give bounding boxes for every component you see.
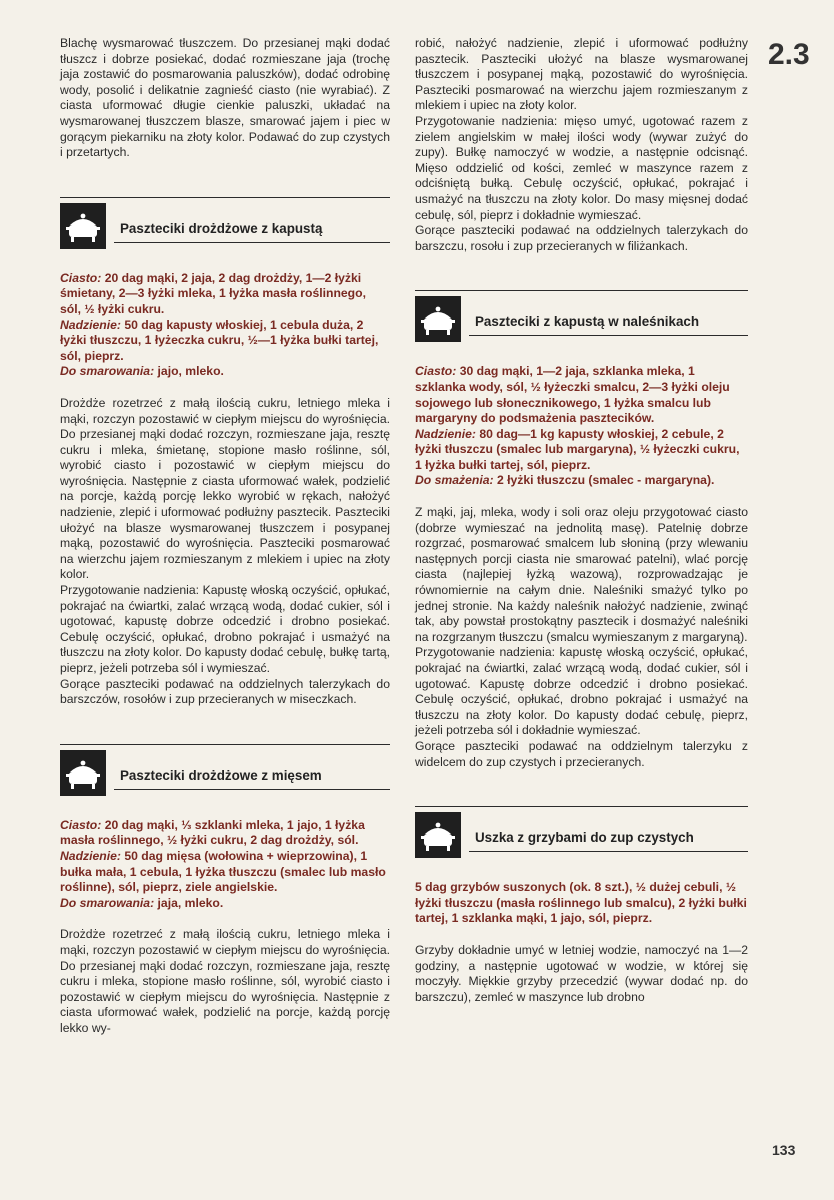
- section-number: 2.3: [768, 38, 810, 71]
- header-rule-bottom: [469, 335, 748, 336]
- ingredient-line: Nadzienie: 50 dag kapusty włoskiej, 1 cebula duża, 2 łyżki tłuszczu, 1 łyżeczka cukru, ½—1 łyżka bułki tartej, sól, pieprz.: [60, 317, 379, 363]
- recipe-paragraph: Z mąki, jaj, mleka, wody i soli oraz oleju przygotować ciasto (dobrze wymieszać na jednolitą masę). Patelnię dobrze rozgrzać, posmarować smalcem lub słoniną (przy wlewaniu następnych porcji ciasta nie smarować patelni), wlać porcję ciasta (najlepiej łyżką wazową), rozprowadzając je równomiernie na całym dnie. Naleśniki smażyć tylko po jednej stronie. Na każdy naleśnik nałożyć nadzienie, zwinąć tak, aby powstał prostokątny pasztecik i dosmażyć naleśniki na rozgrzanym tłuszczu (smalcu wymieszanym z margaryną).: [415, 505, 748, 644]
- ingredient-line: Do smażenia: 2 łyżki tłuszczu (smalec - margaryna).: [415, 473, 715, 488]
- recipe-paragraph: Przygotowanie nadzienia: Kapustę włoską oczyścić, opłukać, pokrajać na ćwiartki, zalać wrzącą wodą, dodać cukier, sól i ugotować, kapustę dobrze odcedzić i drobno posiekać. Cebulę oczyścić, opłukać, drobno pokrajać i usmażyć na tłuszczu na złoty kolor. Do kapusty dodać cebulę, bułkę tartą, pieprz, jeżeli potrzeba sól i wymieszać.: [60, 583, 390, 675]
- header-rule-bottom: [114, 789, 390, 790]
- cooking-pot-icon: [60, 750, 106, 796]
- header-rule-bottom: [114, 242, 390, 243]
- continued-paragraph: Gorące paszteciki podawać na oddzielnych talerzykach do barszczu, rosołu i zup przecieranych w filiżankach.: [415, 223, 748, 253]
- recipe-title: Paszteciki drożdżowe z kapustą: [120, 220, 323, 236]
- ingredient-line: Ciasto: 20 dag mąki, 2 jaja, 2 dag drożdży, 1—2 łyżki śmietany, 2—3 łyżki mleka, 1 łyżka masła roślinnego, sól, ½ łyżki cukru.: [60, 270, 366, 316]
- recipe-paragraph: Drożdże rozetrzeć z małą ilością cukru, letniego mleka i mąki, rozczyn pozostawić w ciepłym miejscu do wyrośnięcia. Do przesianej mąki dodać rozczyn, rozmieszane jaja, resztę cukru i mleka, stopione masło roślinne, sól, wyrobić ciasto i pozostawić w ciepłym miejscu do wyrośnięcia. Następnie z ciasta uformować wałek, podzielić na porcje, każdą porcję lekko wy-: [60, 927, 390, 1035]
- header-rule-top: [415, 806, 748, 807]
- ingredient-line: 5 dag grzybów suszonych (ok. 8 szt.), ½ dużej cebuli, ½ łyżki tłuszczu (masła roślinnego lub smalcu), 2 łyżki bułki tartej, 1 szklanka mąki, 1 jajo, sól, pieprz.: [415, 880, 747, 926]
- right-column: [415, 36, 748, 1005]
- ingredient-line: Do smarowania: jajo, mleko.: [60, 364, 224, 379]
- intro-paragraph: Blachę wysmarować tłuszczem. Do przesianej mąki dodać tłuszcz i dobrze posiekać, dodać rozmieszane jaja (trochę jaja zostawić do posmarowania paluszków), dodać odrobinę wody, posolić i delikatnie zagnieść ciasto (nie wyrabiać). Z ciasta uformować długie cienkie paluszki, układać na wysmarowanej tłuszczem blasze, smarować jajem i piec w gorącym piekarniku na złoty kolor. Podawać do zup czystych i przetartych.: [60, 36, 390, 160]
- header-rule-bottom: [469, 851, 748, 852]
- ingredient-line: Do smarowania: jaja, mleko.: [60, 895, 224, 910]
- ingredient-line: Nadzienie: 50 dag mięsa (wołowina + wieprzowina), 1 bułka mała, 1 cebula, 1 łyżka tłuszczu (smalec lub masło roślinne), sól, pieprz, ziele angielskie.: [60, 848, 386, 895]
- header-rule-top: [415, 290, 748, 291]
- cooking-pot-icon: [60, 203, 106, 249]
- recipe-title: Paszteciki drożdżowe z mięsem: [120, 767, 322, 783]
- recipe-header: [60, 744, 390, 788]
- page-number: 133: [772, 1142, 796, 1158]
- recipe-header: [415, 290, 748, 334]
- ingredient-line: Nadzienie: 80 dag—1 kg kapusty włoskiej, 2 cebule, 2 łyżki tłuszczu (smalec lub margaryna), ½ łyżeczki cukru, 1 łyżka bułki tartej, sól, pieprz.: [415, 426, 740, 472]
- recipe-paragraph: Drożdże rozetrzeć z małą ilością cukru, letniego mleka i mąki, rozczyn pozostawić w ciepłym miejscu do wyrośnięcia. Do przesianej mąki dodać rozczyn, rozmieszane jaja, resztę cukru i mleka, śmietanę, stopione masło roślinne, sól, wyrobić ciasto i pozostawić w ciepłym miejscu do wyrośnięcia. Następnie z ciasta uformować wałek, podzielić na porcje, każdą porcję lekko wyrobić w rękach, nałożyć nadzienie, zlepić i uformować podłużny pasztecik. Paszteciki ułożyć na blasze wysmarowanej tłuszczem i posypanej mąką, pozostawić do wyrośnięcia. Paszteciki posmarować na wierzchu jajem rozmieszanym z mlekiem i upiec na złoty kolor.: [60, 395, 390, 582]
- recipe-header: [415, 806, 748, 850]
- recipe-header: [60, 197, 390, 241]
- continued-paragraph: robić, nałożyć nadzienie, zlepić i uformować podłużny pasztecik. Paszteciki ułożyć na blasze wysmarowanej tłuszczem i posypanej mąką, pozostawić do wyrośnięcia. Paszteciki posmarować na wierzchu jajem rozmieszanym z mlekiem i upiec na złoty kolor.: [415, 36, 748, 113]
- recipe-paragraph: Przygotowanie nadzienia: kapustę włoską oczyścić, opłukać, pokrajać na ćwiartki, zalać wrzącą wodą, dodać cukier, sól i ugotować. Kapustę dobrze odcedzić i drobno posiekać. Cebulę oczyścić, opłukać, drobno pokrajać i usmażyć na tłuszczu na złoty kolor. Do kapusty dodać cebulę, pieprz, jeżeli potrzeba sól i dokładnie wymieszać.: [415, 645, 748, 738]
- recipe-title: Uszka z grzybami do zup czystych: [475, 830, 694, 846]
- recipe-paragraph: Grzyby dokładnie umyć w letniej wodzie, namoczyć na 1—2 godziny, a następnie ugotować w wodzie, w której się moczyły. Miękkie grzyby przecedzić (wywar dodać np. do barszczu), zemleć w maszynce lub drobno: [415, 942, 748, 1004]
- continued-paragraph: Przygotowanie nadzienia: mięso umyć, ugotować razem z zielem angielskim w małej ilości wody (wywar zużyć do zupy). Bułkę namoczyć w wodzie, a następnie odcisnąć. Mięso oddzielić od kości, zemleć w maszynce razem z odciśniętą bułką. Cebulę oczyścić, opłukać, pokrajać i usmażyć na tłuszczu na złoty kolor. Do masy mięsnej dodać cebulę, sól, pieprz i dokładnie wymieszać.: [415, 113, 748, 222]
- recipe-title: Paszteciki z kapustą w naleśnikach: [475, 314, 700, 330]
- cooking-pot-icon: [415, 812, 461, 858]
- header-rule-top: [60, 744, 390, 745]
- cooking-pot-icon: [415, 296, 461, 342]
- ingredient-line: Ciasto: 30 dag mąki, 1—2 jaja, szklanka mleka, 1 szklanka wody, sól, ½ łyżeczki smalcu, 2—3 łyżki oleju sojowego lub słonecznikowego, 1 łyżka smalcu lub margaryny do podsmażenia pasztecików.: [415, 364, 730, 426]
- recipe-paragraph: Gorące paszteciki podawać na oddzielnym talerzyku z widelcem do zup czystych i przecieranych.: [415, 738, 748, 769]
- left-column: [60, 36, 390, 1037]
- header-rule-top: [60, 197, 390, 198]
- recipe-paragraph: Gorące paszteciki podawać na oddzielnych talerzykach do barszczów, rosołów i zup przecieranych w miseczkach.: [60, 676, 390, 707]
- ingredient-line: Ciasto: 20 dag mąki, ⅓ szklanki mleka, 1 jajo, 1 łyżka masła roślinnego, ½ łyżki cukru, 2 dag drożdży, sól.: [60, 817, 365, 848]
